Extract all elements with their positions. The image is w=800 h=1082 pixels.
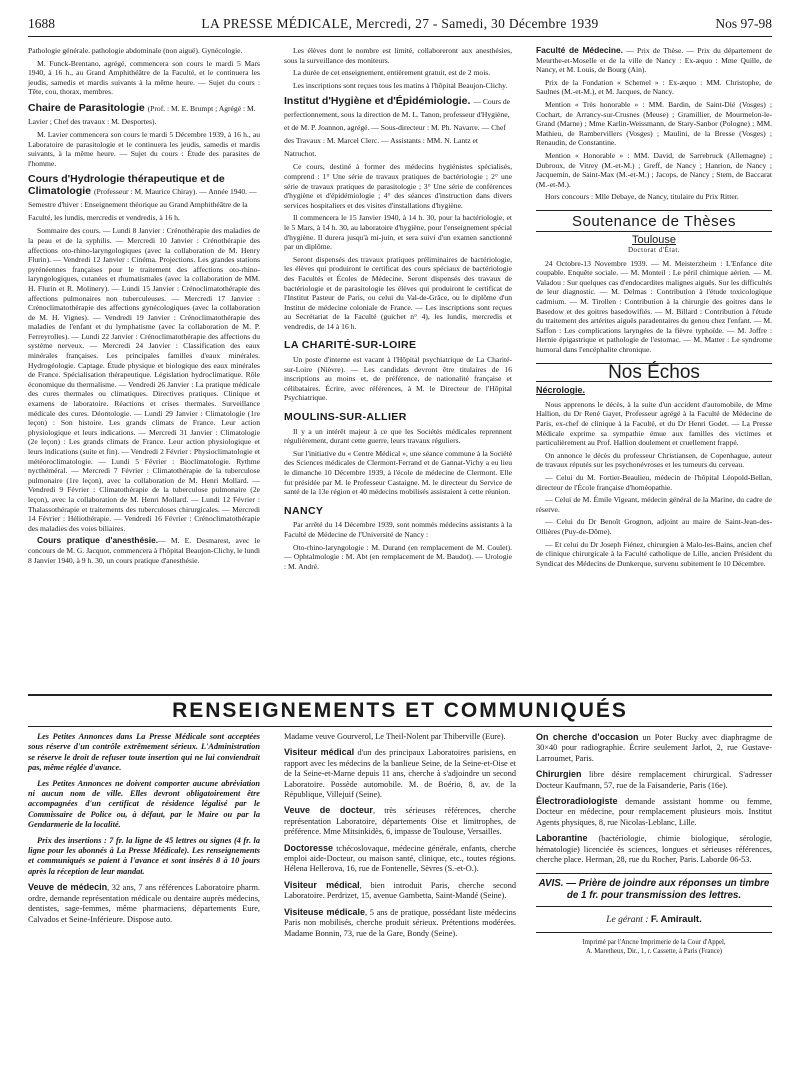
column-1 <box>28 46 260 568</box>
classified-ad: Veuve de médecin, 32 ans, 7 ans références Laboratoire pharm. ordre, demande représentation médicale ou dentaire auprès médecins, dentistes, sage-femmes, même pharmaciens, départements Eure, Calvados et Seine-Inférieure. Dispose auto. <box>28 882 260 924</box>
paragraph: M. Lavier commencera son cours le mardi 5 Décembre 1939, à 16 h., au Laboratoire de parasitologie et le continuera les jeudis, samedis et mardis suivants, à la même heure. — Sujet du cours : Étude des parasites de l'homme. <box>28 129 260 168</box>
paragraph: Les inscriptions sont reçues tous les matins à l'hôpital Beaujon-Clichy. <box>293 80 508 90</box>
paragraph: Cours pratique d'anesthésie.— M. E. Desmarest, avec le concours de M. G. Jacquot, commencera à l'hôpital Beaujon-Clichy, le lundi 8 Janvier 1940, à 9 h. 30, un cours pratique d'anesthésie. <box>28 535 260 565</box>
ads-notice: Les Petites Annonces ne doivent comporter aucune abréviation ni aucun nom de ville. Elles devront obligatoirement être accompagnées d'un certificat de résidence légalisé par le Commissaire de Police ou, à défaut, par le Maire ou par la Gendarmerie de la localité. <box>28 778 260 830</box>
paragraph: Mention « Honorable » : MM. David, de Sarrebruck (Allemagne) ; Dubroux, de Vitrey (M.-et-M.) ; Greff, de Nancy ; Hanrion, de Nancy ; Jacquemin, de Saint-Max (M.-et-M.) ; Jacops, de Nancy ; Stem, de Baccarat (M.-et-M.). <box>536 150 772 189</box>
ads-column-2 <box>284 732 516 944</box>
ads-column-1 <box>28 732 260 930</box>
subheading-necrologie: Nécrologie. <box>536 385 586 396</box>
paragraph: Hors concours : Mlle Debaye, de Nancy, titulaire du Prix Ritter. <box>545 192 739 202</box>
section-heading-charite: LA CHARITÉ-SUR-LOIRE <box>284 339 417 352</box>
section-heading-parasitologie: Chaire de Parasitologie (Prof. : M. E. Brumpt ; Agrégé : M. Lavier ; Chef des travaux : M. Desportes). <box>28 101 256 126</box>
paragraph: Ce cours, destiné à former des médecins hygiénistes spécialisés, comprend : 1° Une série de travaux pratiques de bactériologie ; 2° une série de travaux pratiques de parasitologie ; 3° Une série de conférences d'hygiène et d'épidémiologie ; 4° des séances d'instruction dans divers services hospitaliers et des visites d'installations d'hygiène. <box>284 162 512 210</box>
paragraph: Seront dispensés des travaux pratiques préliminaires de bactériologie, les élèves qui produiront le certificat des cours spéciaux de bactériologie des Facultés et Écoles de Médecine. Seront dispensés des travaux de bactériologie et de parasitologie les élèves qui produiront le certificat de l'Institut Pasteur de Paris, ou celui du Val-de-Grâce, ou le diplôme d'un Institut de médecine coloniale de France. — Les inscriptions sont reçues au Secrétariat de la Faculté (guichet n° 4), les lundis, mercredis et vendredis, de 14 à 16 h. <box>284 254 512 331</box>
paragraph: — Celui du M. Fortier-Beaulieu, médecin de l'hôpital Léopold-Bellan, directeur de l'École française d'homéopathie. <box>536 472 772 492</box>
paragraph: Faculté de Médecine. — Prix de Thèse. — Prix du département de Meurthe-et-Moselle et de la ville de Nancy : Ex-æquo : Mme Quille, de Nancy, et M. Louis, de Bourg (Ain). <box>536 45 772 75</box>
paragraph: — Celui de M. Émile Vigeant, médecin général de la Marine, du cadre de réserve. <box>536 495 772 514</box>
paragraph: Mention « Très honorable » : MM. Bardin, de Saint-Dié (Vosges) ; Cochart, de Arrancy-sur-Crusnes (Meuse) ; Gramillier, de Mourmelon-le-Grand (Marne) ; Mme Karlin-Weissmann, de Stary-Sanbor (Pologne) ; MM. Mathieu, de Rambervillers (Vosges) ; Maulini, de la Bresse (Vosges) ; Renaudin, de Constantine. <box>536 99 772 148</box>
page-number: 1688 <box>28 16 55 31</box>
classified-ad: Visiteur médical d'un des principaux Laboratoires parisiens, en rapport avec les médecins de la banlieue Seine, de la Seine-et-Oise et de la Seine-et-Marne depuis 11 ans, cherche à s'adjoindre un second Laboratoire. Possède automobile. M. de Boério, 8, av. de la République, Villejuif (Seine). <box>284 747 516 800</box>
paragraph: M. Funck-Brentano, agrégé, commencera son cours le mardi 5 Mars 1940, à 16 h., au Grand Amphithéâtre de la Faculté, et le continuera les jeudis, samedis et mardis suivants à la même heure. — Sujet du cours : Tête, cou, thorax, membres. <box>28 58 260 97</box>
paragraph: Il y a un intérêt majeur à ce que les Sociétés médicales reprennent régulièrement, durant cette guerre, leurs travaux réguliers. <box>284 426 512 446</box>
paragraph: Sur l'initiative du « Centre Médical », une séance commune à la Société des Sciences médicales de Clermont-Ferrand et de Gannat-Vichy a eu lieu le dimanche 10 Décembre 1939, à l'école de médecine de Clermont. Elle fut présidée par M. le Professeur Castaigne. M. le directeur du Service de santé de la 13e région et 40 médecins mobilisés assistaient à cette réunion. <box>284 448 512 497</box>
page-header <box>28 14 772 37</box>
classified-ad: Électroradiologiste demande assistant homme ou femme, Docteur en médecine, pour remplacement plusieurs mois. Institut Agents physiques, 8, rue Nicolas-Leblanc, Lille. <box>536 796 772 827</box>
paragraph: Nous apprenons le décès, à la suite d'un accident d'automobile, de Mme Hallion, du Dr René Gayet, Professeur agrégé à la Faculté de Médecine de Paris, ex-chef de clinique à la Faculté, et du Dr Henri Godet. — La Presse Médicale exprime sa sympathie émue aux familles des victimes et particulièrement au Prof. Hallion doulement et cruellement frappé. <box>536 399 772 448</box>
classified-ad: Veuve de docteur, très sérieuses références, cherche représentation Laboratoire, départements Oise et limitrophes, de préférence. Mme Mitsinkidès, 6, impasse de Toulouse, Versailles. <box>284 805 516 837</box>
ads-column-3 <box>536 732 772 956</box>
issue-number: Nos 97-98 <box>715 16 772 31</box>
section-heading-hygiene: Institut d'Hygiène et d'Épidémiologie. — Cours de perfectionnement, sous la direction de M. L. Tanon, professeur d'Hygiène, et de M. P. Joannon, agrégé. — Sous-directeur : M. Ph. Navarre. — Chef des Travaux : M. Marcel Clerc. — Assistants : MM. N. Lantz et Natruchot. <box>284 95 511 159</box>
publisher-manager: Le gérant : F. Amirault. <box>606 914 702 926</box>
printer-imprint: Imprimé par l'Ancne Imprimerie de la Cour d'Appel, A. Maretheux, Dir., 1, r. Cassette, à Paris (France) <box>536 932 772 956</box>
paragraph: 24 Octobre-13 Novembre 1939. — M. Meisterzheim : L'Enfance dite coupable. Enquête sociale. — M. Monteil : Le péril chimique aérien. — M. Valadou : Sur quelques cas d'endocardites malignes aiguës. Sur les difficultés de leur diagnostic. — M. Delmas : Contribution à l'étude toxicologique cadmium. — M. Tirollen : Contribution à la chirurgie des goitres dans le Basedow et des goitres basedowifiés. — M. Billard : Contribution à l'étude du traitement des artérites aiguës paradentaires du genou chez l'enfant. — M. Saffon : Les complications laryngées de la fièvre typhoïde. — M. Joffre : Hernie épigastrique et pathologie de l'estomac. — M. Matter : Le syndrome humoral dans l'encéphalite chronique. <box>536 258 772 355</box>
paragraph: Un poste d'interne est vacant à l'Hôpital psychiatrique de La Charité-sur-Loire (Nièvre). — Les candidats devront être titulaires de 16 inscriptions au moins et, de préférence, de nationalité française et célibataires. Écrire, avec références, à M. le Directeur de l'Hôpital Psychiatrique. <box>284 355 512 403</box>
course-schedule: Sommaire des cours. — Lundi 8 Janvier : Crénothérapie des maladies de la peau et de la syphilis. — Mercredi 10 Janvier : Crénothérapie des affections oto-rhino-laryngologiques (avec la collaboration de M. Henry Flurin). — Vendredi 12 Janvier : Cinéma. Projections. Les grandes stations pyrénéennes françaises pour le traitement des affections oto-rhino-laryngologiques, cutanées et rhumatismales (avec la collaboration de MM. H. Flurin et R. Molinery). — Lundi 15 Janvier : Crénoclimatothérapie des affections pulmonaires non tuberculeuses. — Mercredi 17 Janvier : Crénoclimatothérapie des affections gynécologiques (avec la collaboration de M. H. Vignes). — Vendredi 19 Janvier : Crénoclimatothérapie des maladies de l'enfant et du lymphatisme (avec la collaboration de M. P. Ferreyrolles). — Lundi 22 Janvier : Crénoclimatothérapie des affections du système nerveux. — Mercredi 24 Janvier : Classification des eaux minérales françaises. Les principales familles d'eaux minérales. Hydrogéologie. Captage. Étude physique et biologique des eaux minérales de France. Spécialisation thérapeutique. Législation hydroclimatique. Rôle économique du thermalisme. — Vendredi 26 Janvier : La pratique médicale des cures thermales ou climatiques. Directives pratiques. Clinique et examens de laboratoire. Réactions et crises thermales. Surveillance médicale des cures. Déontologie. — Lundi 29 Janvier : Climatologie (1re leçon) : Son histoire. Les grands climats de France. Leur action physiologique et leurs indications. — Mercredi 31 Janvier : Climatologie (2e leçon) : Les grands climats de France. Leur action physiologique et leurs indications (suite et fin). — Vendredi 2 Février : Physioclimatologie et météoroclimatologie. — Lundi 5 Février : Bioclimatologie. Rythme nycthéméral. — Mercredi 7 Février : Climatothérapie de la tuberculose pulmonaire (1re leçon), avec la collaboration de M. Henri Mollard. — Vendredi 9 Février : Climatothérapie de la tuberculose pulmonaire (2e leçon), avec la collaboration de M. Henri Mollard. — Lundi 12 Février : Thalassothérapie et traitements des tuberculoses chirurgicales. — Mercredi 14 Février : Héliothérapie. — Vendredi 16 Février : Crénoclimatothérapie des maladies des voies biliaires. <box>28 226 260 533</box>
classified-ad: Chirurgien libre désire remplacement chirurgical. S'adresser Docteur Kaufmann, 57, rue de la Faisanderie, Paris (16e). <box>536 769 772 790</box>
paragraph: Les élèves dont le nombre est limité, collaboreront aux anesthésies, sous la surveillance des moniteurs. <box>284 46 512 65</box>
section-heading-moulins: MOULINS-SUR-ALLIER <box>284 411 407 424</box>
classified-ad: On cherche d'occasion un Poter Bucky avec diaphragme de 30×40 pour radiographie. Écrire seulement Jarlot, 2, rue Gustave-Larroumet, Paris. <box>536 732 773 763</box>
classified-ad: Visiteuse médicale, 5 ans de pratique, possédant liste médecins Paris non mobilisés, cherche produit sérieux. Prétentions modérées. Madame Bonnin, 73, rue de la Gare, Bondy (Seine). <box>284 906 516 938</box>
paragraph: Il commencera le 15 Janvier 1940, à 14 h. 30, pour la bactériologie, et le 5 Mars, à 14 h. 30, au laboratoire d'hygiène, pour l'enseignement spécial d'hygiène. Il durera jusqu'à mi-juin, et sera suivi d'un examen sanctionné par un diplôme. <box>284 213 512 252</box>
ads-notice: Les Petites Annonces dans La Presse Médicale sont acceptées sous réserve d'un contrôle extrêmement sérieux. L'Administration se réserve le droit de refuser toute insertion qui ne lui conviendrait pas, même réglée d'avance. <box>28 732 260 773</box>
paragraph: Pathologie générale. pathologie abdominale (non aiguë). Gynécologie. <box>28 46 243 55</box>
section-banner: RENSEIGNEMENTS ET COMMUNIQUÉS <box>28 694 772 727</box>
classified-ad: Doctoresse tchécoslovaque, médecine générale, enfants, cherche emploi aide-Docteur, ou maison santé, clinique, etc., toutes régions. Hélena Hellerova, 16, rue de Fontenelle, Sèvres (S.-et-O.). <box>284 842 516 874</box>
paragraph: La durée de cet enseignement, entièrement gratuit, est de 2 mois. <box>293 68 491 78</box>
paragraph: Par arrêté du 14 Décembre 1939, sont nommés médecins assistants à la Faculté de Médecine de l'Université de Nancy : <box>284 520 512 539</box>
paragraph: Prix de la Fondation « Schemel » : Ex-æquo : MM. Christophe, de Saulnes (M.-et-M.), et M. Jacques, de Nancy. <box>536 77 772 97</box>
section-heading-faculte: Faculté de Médecine. <box>536 45 623 55</box>
section-heading-anesthesie: Cours pratique d'anesthésie. <box>37 535 159 546</box>
classified-ad: Madame veuve Gourverol, Le Theil-Nolent par Thiberville (Eure). <box>284 732 506 741</box>
column-2 <box>284 46 512 574</box>
paragraph: Oto-rhino-laryngologie : M. Durand (en remplacement de M. Coulet). — Ophtalmologie : M. Abt (en remplacement de M. Baudot). — Urologie : M. André. <box>284 542 512 571</box>
paragraph: — Et celui du Dr Joseph Fiénez, chirurgien à Malo-les-Bains, ancien chef de clinique chirurgicale à la Faculté catholique de Lille, ancien Président du Syndicat des Médecins de Dunkerque, survenu subitement le 10 Décembre. <box>536 539 772 568</box>
column-3 <box>536 46 772 571</box>
avis-notice: AVIS. — Prière de joindre aux réponses un timbre de 1 fr. pour transmission des lettres. <box>536 873 772 907</box>
ads-notice: Prix des insertions : 7 fr. la ligne de 45 lettres ou signes (4 fr. la ligne pour les abonnés à La Presse Médicale). Les renseignements et communiqués se paient à l'avance et sont insérés 8 à 10 jours après la réception de leur mandat. <box>28 835 260 876</box>
section-heading-hydrologie: Cours d'Hydrologie thérapeutique et de Climatologie (Professeur : M. Maurice Chiray). — Année 1940. — Semestre d'hiver : Enseignement théorique au Grand Amphithéâtre de la Faculté, les lundis, mercredis et vendredis, à 16 h. <box>28 173 257 223</box>
classified-ad: Visiteur médical, bien introduit Paris, cherche second Laboratoire. Perdrizet, 15, avenue Gambetta, Saint-Mandé (Seine). <box>284 879 516 901</box>
journal-title: LA PRESSE MÉDICALE, Mercredi, 27 - Samedi, 30 Décembre 1939 <box>201 16 599 31</box>
section-heading-nancy: NANCY <box>284 504 324 517</box>
subheading: Doctorat d'État. <box>627 246 681 255</box>
faculty-section <box>536 46 772 202</box>
paragraph: — Celui du Dr Benoît Grognon, adjoint au maire de Saint-Jean-des-Ollières (Puy-de-Dôme). <box>536 517 772 536</box>
classified-ad: Laborantine (bactériologie, chimie biologique, sérologie, hématologie) licenciée ès sciences, longues et sérieuses références, cherche place. Herman, 28, rue du Rocher, Paris. Laborde 06-53. <box>536 833 772 865</box>
paragraph: On annonce le décès du professeur Christiansen, de Copenhague, auteur de travaux réputés sur les psychonévroses et les tumeurs du cerveau. <box>536 450 772 470</box>
section-heading-echos: Nos Échos <box>536 363 772 383</box>
city-heading: Toulouse <box>631 233 677 246</box>
section-heading-soutenance: Soutenance de Thèses <box>536 210 772 232</box>
